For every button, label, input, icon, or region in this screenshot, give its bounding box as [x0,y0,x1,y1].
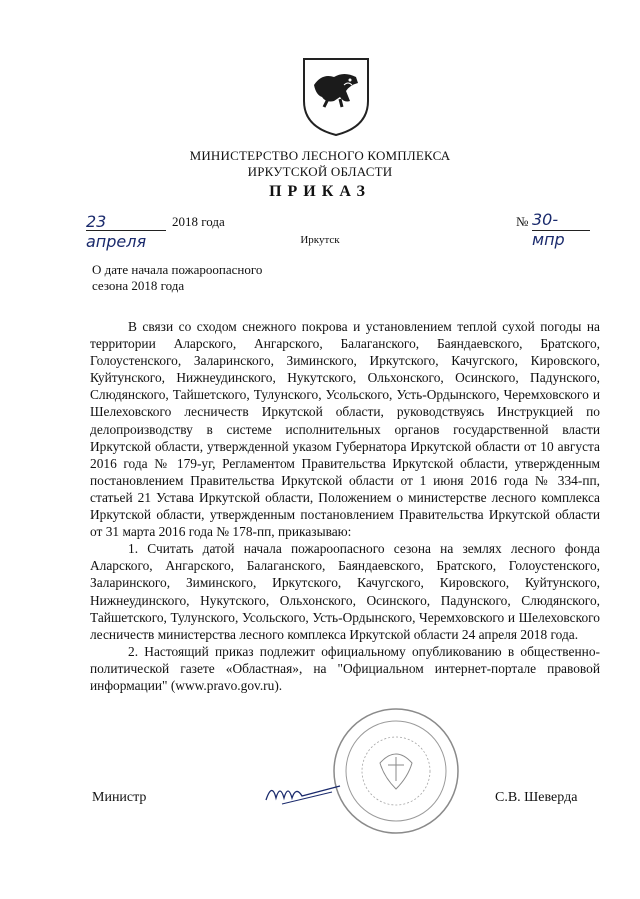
subject-line1: О дате начала пожароопасного [92,262,263,277]
ministry-name-line2: ИРКУТСКОЙ ОБЛАСТИ [247,164,393,179]
date-field [86,212,166,251]
document-type-title: ПРИКАЗ [269,183,371,200]
order-body [90,318,600,694]
handwritten-date: 23 апреля [86,212,147,251]
number-field [532,210,590,249]
coat-of-arms-emblem [300,55,372,137]
number-prefix: № [516,214,529,229]
date-year: 2018 года [172,214,225,229]
signatory-name: С.В. Шеверда [495,790,578,805]
handwritten-number: 30-мпр [532,210,565,249]
subject-line2: сезона 2018 года [92,278,185,293]
order-item-2: 2. Настоящий приказ подлежит официальному опубликованию в общественно-политической газете «Областная», на "Официальном интернет-портале правовой информации" (www.pravo.gov.ru). [90,643,600,693]
signatory-position: Министр [92,790,147,805]
official-seal [330,705,462,837]
handwritten-signature [262,778,344,808]
order-item-1: 1. Считать датой начала пожароопасного сезона на землях лесного фонда Аларского, Ангарского, Балаганского, Баяндаевского, Братского, Голоустенского, Заларинского, Зиминского, Иркутского, Качугского, Кировского, Куйтунского, Нижнеудинского, Нукутского, Ольхонского, Осинского, Падунского, Слюдянского, Тайшетского, Тулунского, Усольского, Усть-Ордынского, Черемховского и Шелеховского лесничеств министерства лесного комплекса Иркутской области 24 апреля 2018 года. [90,541,600,642]
city: Иркутск [300,234,340,246]
ministry-name-line1: МИНИСТЕРСТВО ЛЕСНОГО КОМПЛЕКСА [189,148,451,163]
preamble-paragraph: В связи со сходом снежного покрова и установлением теплой сухой погоды на территории Аларского, Ангарского, Балаганского, Баяндаевского, Братского, Голоустенского, Заларинского, Зиминского, Иркутского, Качугского, Кировского, Куйтунского, Нижнеудинского, Нукутского, Ольхонского, Осинского, Падунского, Слюдянского, Тайшетского, Тулунского, Усольского, Усть-Ордынского, Черемховского и Шелеховского лесничеств Иркутской области, руководствуясь Инструкцией по делопроизводству в системе исполнительных органов государственной власти Иркутской области, утвержденной указом Губернатора Иркутской области от 10 августа 2016 года № 179-уг, Регламентом Правительства Иркутской области, утвержденным постановлением Правительства Иркутской области от 1 июня 2016 года № 334-пп, статьей 21 Устава Иркутской области, Положением о министерстве лесного комплекса Иркутской области, утвержденным постановлением Правительства Иркутской области от 31 марта 2016 года № 178-пп, приказываю: [90,319,600,540]
